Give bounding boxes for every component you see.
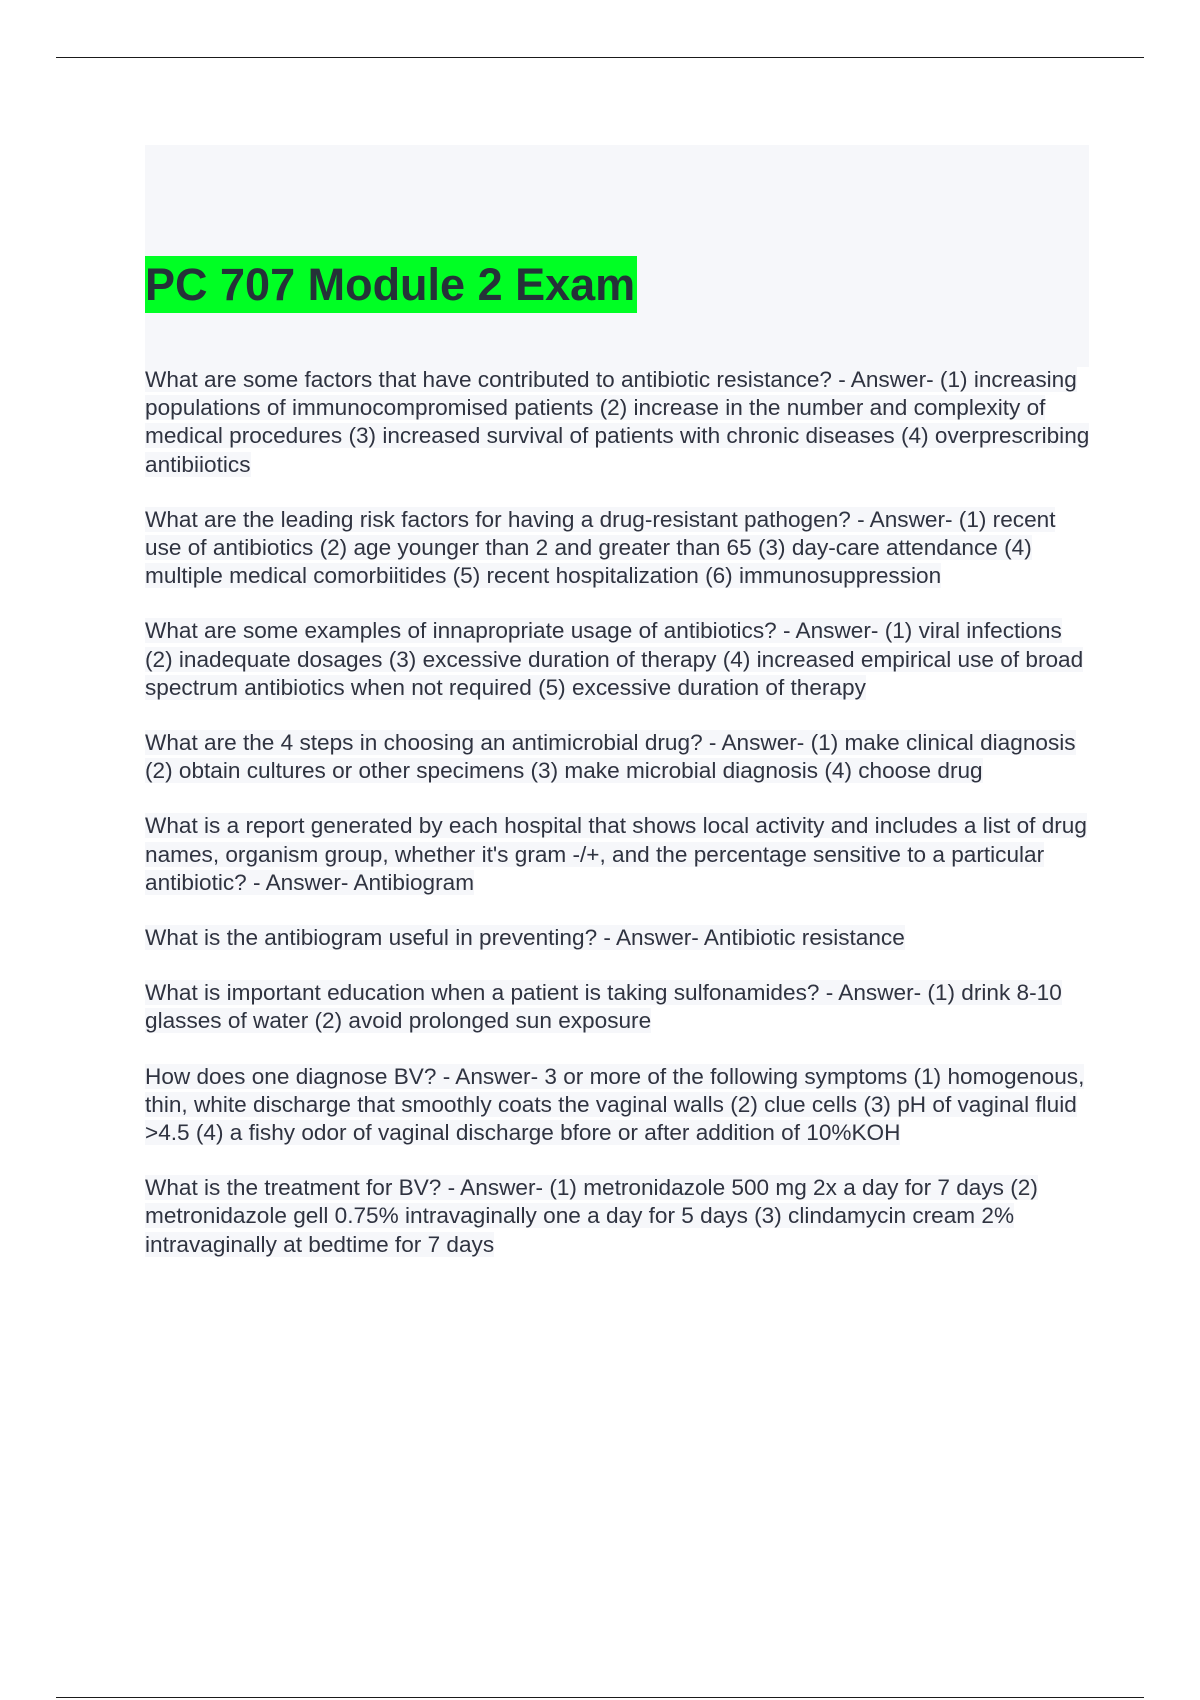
qa-text-7: What is important education when a patient is taking sulfonamides? - Answer- (1) drink 8-10 glasses of water (2) avoid prolonged sun exposure [145,980,1062,1034]
qa-item-3 [145,617,1090,702]
qa-item-2 [145,506,1090,591]
qa-item-4 [145,729,1090,785]
qa-item-6 [145,924,1090,952]
qa-item-5 [145,812,1090,897]
qa-text-9: What is the treatment for BV? - Answer- (1) metronidazole 500 mg 2x a day for 7 days (2) metronidazole gell 0.75% intravaginally one a day for 5 days (3) clindamycin cream 2% intravaginally at bedtime for 7 days [145,1175,1038,1257]
bottom-rule [56,1697,1144,1698]
qa-list [145,366,1090,1286]
page-title: PC 707 Module 2 Exam [145,256,637,313]
qa-text-3: What are some examples of innapropriate usage of antibiotics? - Answer- (1) viral infections (2) inadequate dosages (3) excessive duration of therapy (4) increased empirical use of broad spectrum antibiotics when not required (5) excessive duration of therapy [145,618,1084,700]
qa-item-8 [145,1063,1090,1148]
qa-text-2: What are the leading risk factors for having a drug-resistant pathogen? - Answer- (1) recent use of antibiotics (2) age younger than 2 and greater than 65 (3) day-care attendance (4) multiple medical comorbiitides (5) recent hospitalization (6) immunosuppression [145,506,1056,589]
qa-item-1 [145,366,1090,479]
top-rule [56,57,1144,58]
qa-item-7 [145,979,1090,1035]
qa-item-9 [145,1174,1090,1259]
qa-text-6: What is the antibiogram useful in preventing? - Answer- Antibiotic resistance [145,925,905,951]
qa-text-1: What are some factors that have contributed to antibiotic resistance? - Answer- (1) increasing populations of immunocompromised patients (2) increase in the number and complexity of medical procedures (3) increased survival of patients with chronic diseases (4) overprescribing antibiiotics [145,367,1090,477]
qa-text-8: How does one diagnose BV? - Answer- 3 or more of the following symptoms (1) homogenous, thin, white discharge that smoothly coats the vaginal walls (2) clue cells (3) pH of vaginal fluid >4.5 (4) a fishy odor of vaginal discharge bfore or after addition of 10%KOH [145,1063,1085,1146]
qa-text-5: What is a report generated by each hospital that shows local activity and includes a list of drug names, organism group, whether it's gram -/+, and the percentage sensitive to a particular antibiotic? - Answer- Antibiogram [145,813,1087,895]
qa-text-4: What are the 4 steps in choosing an antimicrobial drug? - Answer- (1) make clinical diagnosis (2) obtain cultures or other specimens (3) make microbial diagnosis (4) choose drug [145,730,1076,784]
